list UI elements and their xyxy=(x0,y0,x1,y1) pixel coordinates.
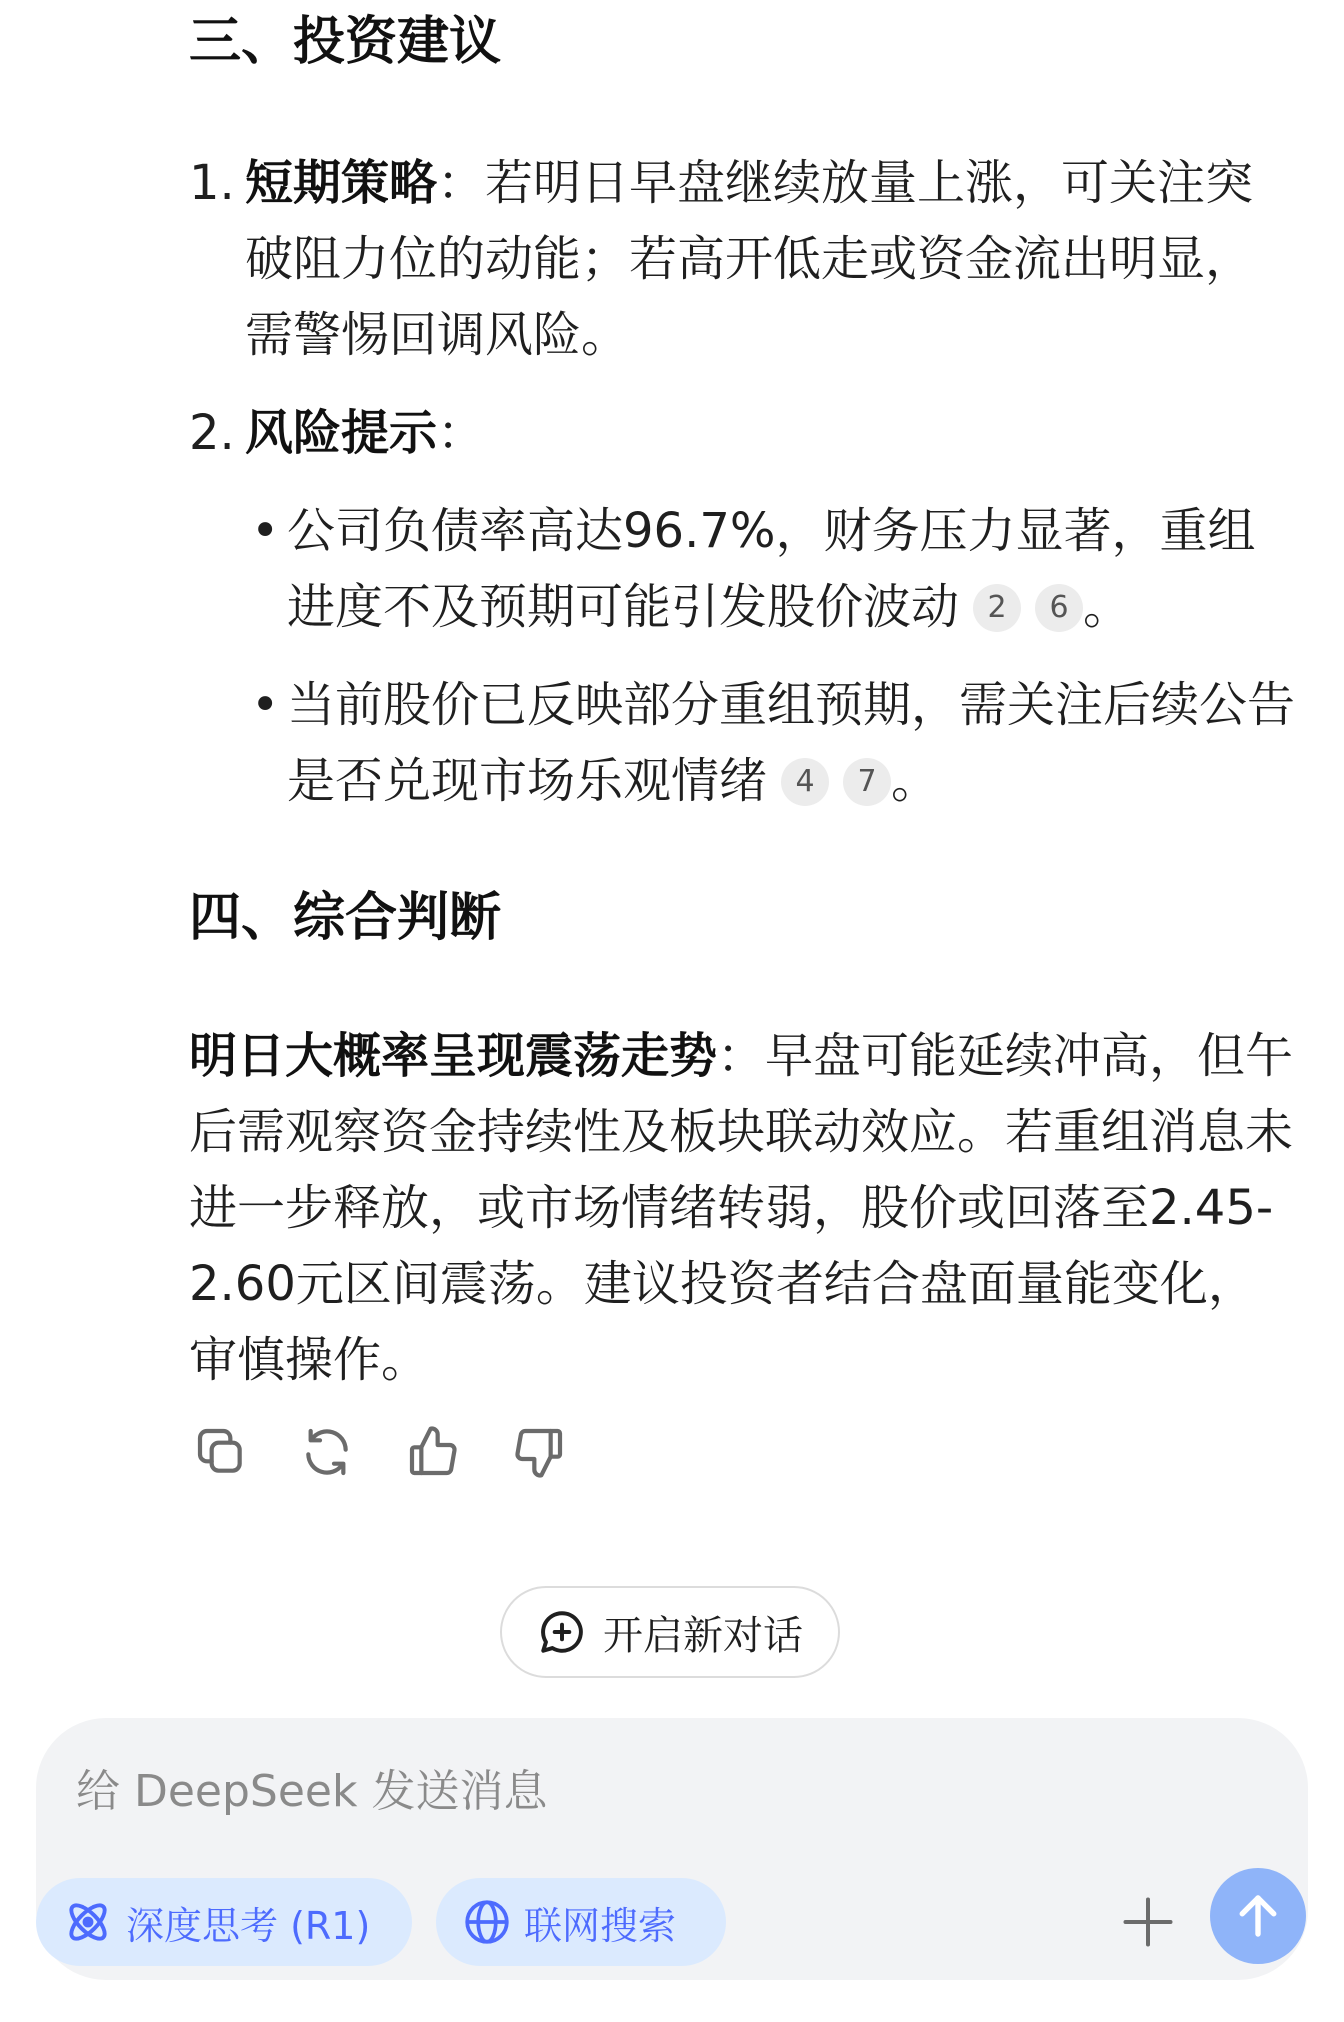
copy-icon xyxy=(193,1424,249,1480)
citation-badge[interactable]: 2 xyxy=(973,584,1021,632)
thumbs-down-icon xyxy=(511,1424,567,1480)
list-number: 2. xyxy=(189,405,235,461)
arrow-up-icon xyxy=(1231,1889,1285,1943)
regenerate-button[interactable] xyxy=(295,1420,359,1484)
bullet-end: 。 xyxy=(1083,579,1132,635)
summary-separator: ： xyxy=(717,1028,766,1084)
summary-paragraph xyxy=(189,1018,1299,1398)
bullet-text: 公司负债率高达96.7%，财务压力显著，重组进度不及预期可能引发股价波动 xyxy=(287,503,1256,635)
attach-button[interactable] xyxy=(1106,1880,1190,1964)
list-item-short-term xyxy=(189,145,1299,373)
citation-badge[interactable]: 6 xyxy=(1035,584,1083,632)
deep-think-toggle[interactable] xyxy=(36,1878,412,1966)
section-heading-summary: 四、综合判断 xyxy=(189,888,502,948)
bullet-dot: • xyxy=(251,677,280,733)
summary-text: 早盘可能延续冲高，但午后需观察资金持续性及板块联动效应。若重组消息未进一步释放，或市场情绪转弱，股价或回落至2.45-2.60元区间震荡。建议投资者结合盘面量能变化，审慎操作。 xyxy=(189,1028,1294,1388)
list-item-label: 短期策略 xyxy=(245,155,438,211)
message-input[interactable] xyxy=(74,1752,1178,1830)
dislike-button[interactable] xyxy=(507,1420,571,1484)
atom-icon xyxy=(62,1896,114,1948)
copy-button[interactable] xyxy=(189,1420,253,1484)
web-search-toggle[interactable] xyxy=(436,1878,726,1966)
list-item-separator: ： xyxy=(437,405,486,461)
deep-think-label: 深度思考 (R1) xyxy=(126,1903,371,1948)
list-item-text: 若明日早盘继续放量上涨，可关注突破阻力位的动能；若高开低走或资金流出明显，需警惕回调风险。 xyxy=(245,155,1254,363)
bullet-item xyxy=(245,493,1299,645)
citation-badge[interactable]: 4 xyxy=(781,758,829,806)
summary-label: 明日大概率呈现震荡走势 xyxy=(189,1028,718,1084)
bullet-item xyxy=(245,667,1299,819)
like-button[interactable] xyxy=(401,1420,465,1484)
list-item-separator: ： xyxy=(437,155,486,211)
risk-bullets xyxy=(245,493,1299,841)
new-chat-label: 开启新对话 xyxy=(603,1612,803,1659)
new-chat-button[interactable] xyxy=(500,1586,840,1678)
citation-badge[interactable]: 7 xyxy=(843,758,891,806)
send-button[interactable] xyxy=(1210,1868,1306,1964)
new-chat-icon xyxy=(537,1607,587,1657)
web-search-label: 联网搜索 xyxy=(524,1903,677,1948)
list-item-risk xyxy=(189,395,1299,471)
bullet-text: 当前股价已反映部分重组预期，需关注后续公告是否兑现市场乐观情绪 xyxy=(287,677,1296,809)
plus-icon xyxy=(1118,1892,1178,1952)
bullet-dot: • xyxy=(251,503,280,559)
refresh-icon xyxy=(299,1424,355,1480)
globe-icon xyxy=(462,1897,512,1947)
thumbs-up-icon xyxy=(405,1424,461,1480)
section-heading-invest: 三、投资建议 xyxy=(189,12,502,72)
composer xyxy=(36,1718,1308,1980)
message-actions xyxy=(189,1420,571,1490)
bullet-end: 。 xyxy=(891,753,940,809)
list-item-label: 风险提示 xyxy=(245,405,438,461)
list-number: 1. xyxy=(189,155,235,211)
